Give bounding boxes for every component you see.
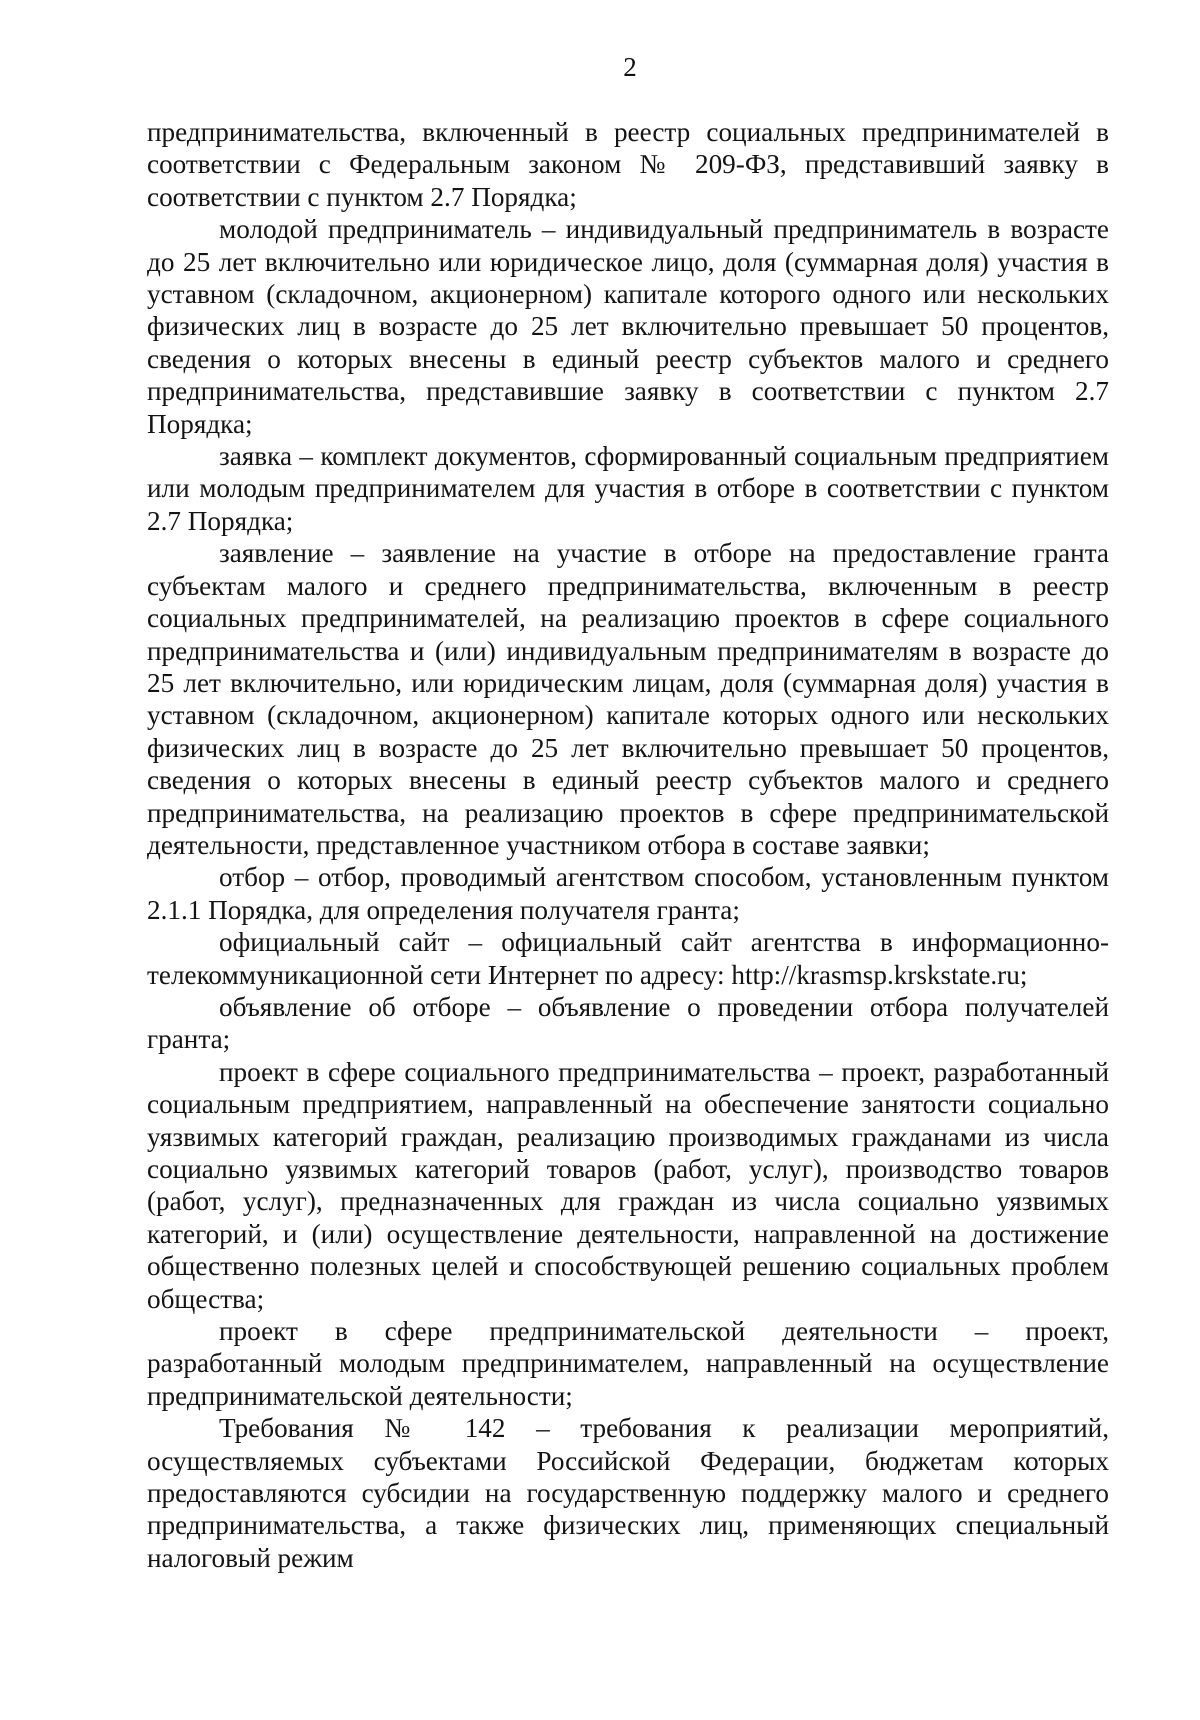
- paragraph-selection-definition: отбор – отбор, проводимый агентством способом, установленным пунктом 2.1.1 Порядка, для определения получателя гранта;: [147, 862, 1109, 925]
- paragraph-business-project-definition: проект в сфере предпринимательской деятельности – проект, разработанный молодым предпринимателем, направленный на осуществление предпринимательской деятельности;: [147, 1316, 1109, 1411]
- page-number: 2: [623, 52, 637, 82]
- paragraph-official-site-definition: официальный сайт – официальный сайт агентства в информационно-телекоммуникационной сети Интернет по адресу: http://krasmsp.krskstate.ru;: [147, 927, 1109, 990]
- paragraph-social-enterprise-continuation: предпринимательства, включенный в реестр социальных предпринимателей в соответствии с Федеральным законом № 209-ФЗ, представивший заявку в соответствии с пунктом 2.7 Порядка;: [147, 117, 1109, 212]
- paragraph-application-definition: заявка – комплект документов, сформированный социальным предприятием или молодым предпринимателем для участия в отборе в соответствии с пунктом 2.7 Порядка;: [147, 441, 1109, 536]
- paragraph-requirements-142-definition: Требования № 142 – требования к реализации мероприятий, осуществляемых субъектами Российской Федерации, бюджетам которых предоставляются субсидии на государственную поддержку малого и среднего предпринимательства, а также физических лиц, применяющих специальный налоговый режим: [147, 1413, 1109, 1573]
- paragraph-selection-announcement-definition: объявление об отборе – объявление о проведении отбора получателей гранта;: [147, 991, 1109, 1055]
- paragraph-young-entrepreneur-definition: молодой предприниматель – индивидуальный предприниматель в возрасте до 25 лет включительно или юридическое лицо, доля (суммарная доля) участия в уставном (складочном, акционерном) капитале которого одного или нескольких физических лиц в возрасте до 25 лет включительно превышает 50 процентов, сведения о которых внесены в единый реестр субъектов малого и среднего предпринимательства, представившие заявку в соответствии с пунктом 2.7 Порядка;: [147, 214, 1109, 439]
- paragraph-social-project-definition: проект в сфере социального предпринимательства – проект, разработанный социальным предприятием, направленный на обеспечение занятости социально уязвимых категорий граждан, реализацию производимых гражданами из числа социально уязвимых категорий товаров (работ, услуг), производство товаров (работ, услуг), предназначенных для граждан из числа социально уязвимых категорий, и (или) осуществление деятельности, направленной на достижение общественно полезных целей и способствующей решению социальных проблем общества;: [147, 1056, 1109, 1314]
- document-body: [147, 116, 1109, 1574]
- paragraph-statement-definition: заявление – заявление на участие в отборе на предоставление гранта субъектам малого и среднего предпринимательства, включенным в реестр социальных предпринимателей, на реализацию проектов в сфере социального предпринимательства и (или) индивидуальным предпринимателям в возрасте до 25 лет включительно, или юридическим лицам, доля (суммарная доля) участия в уставном (складочном, акционерном) капитале которых одного или нескольких физических лиц в возрасте до 25 лет включительно превышает 50 процентов, сведения о которых внесены в единый реестр субъектов малого и среднего предпринимательства, на реализацию проектов в сфере предпринимательской деятельности, представленное участником отбора в составе заявки;: [147, 538, 1109, 860]
